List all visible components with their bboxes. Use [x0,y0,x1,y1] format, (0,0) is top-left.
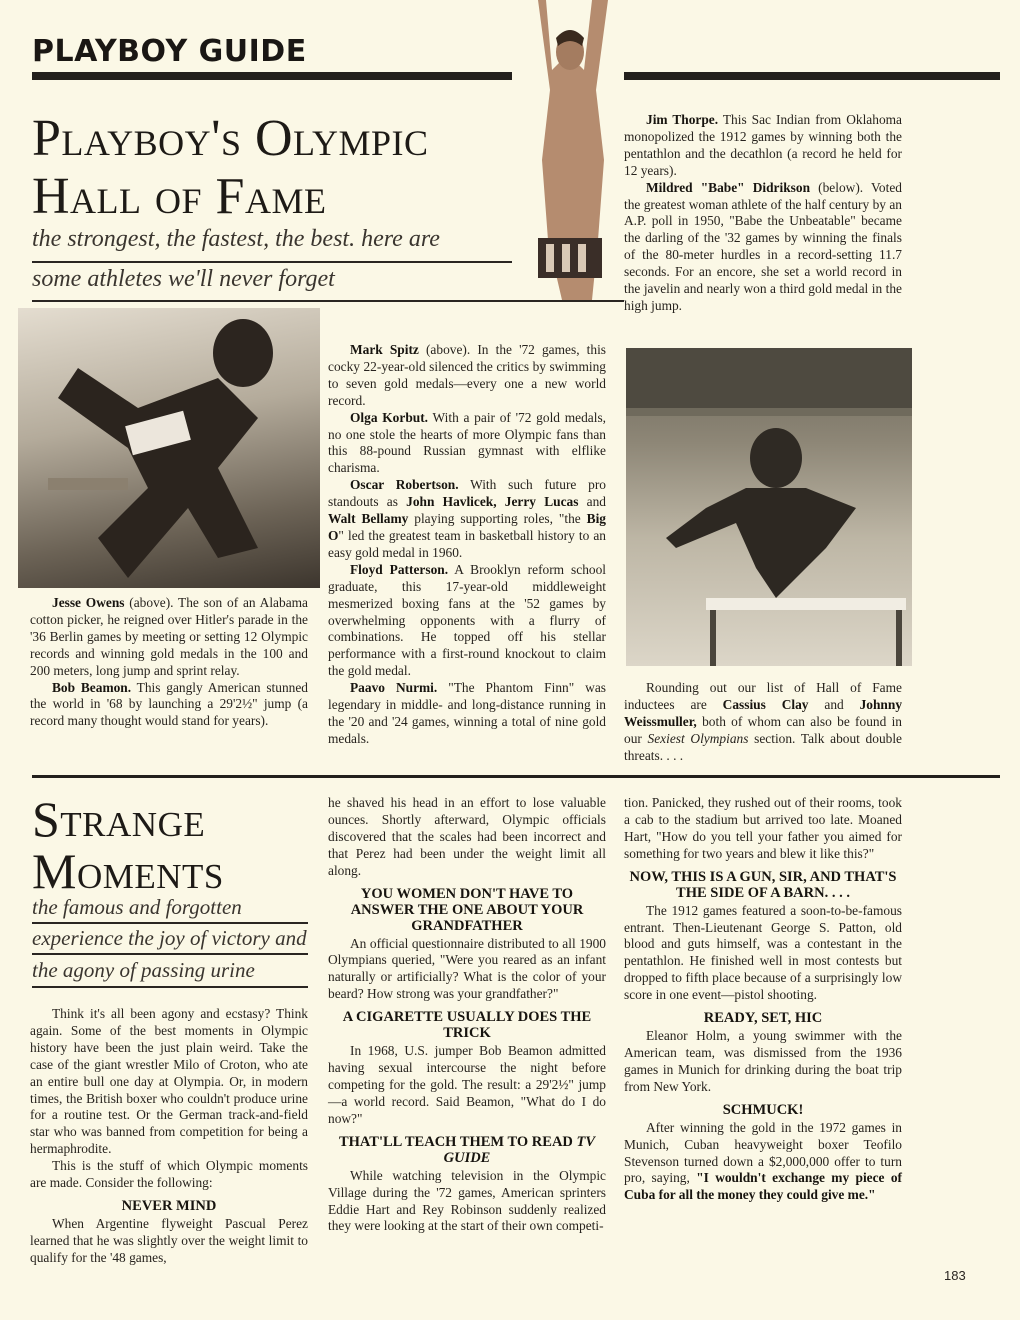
closing-and: and [808,696,860,712]
section-divider [32,775,1000,778]
owens-text: (above). The son of an Alabama cotton picker, he reigned over Hitler's parade in the '36 Berlin games by meeting or setting 12 Olympic records and winning gold medals in the 100 and 200 meters, long jump and sprint relay. [30,595,308,678]
section-label: PLAYBOY GUIDE [32,34,307,69]
nurmi-text: "The Phantom Finn" was legendary in middle- and long-distance running in the '20 and '24 games, winning a total of nine gold medals. [328,680,606,746]
thorpe-name: Jim Thorpe. [646,112,719,127]
heading-cigarette: A CIGARETTE USUALLY DOES THE TRICK [342,1009,592,1042]
strange-intro-1: Think it's all been agony and ecstasy? Think again. Some of the best moments in Olympic history have been the just plain weird. Take the case of the giant wrestler Milo of Croton, who ate an entire bull one day at Olympia. Or, in modern times, the British boxer who couldn't produce urine for a routine test. Or the German track-and-field star who was banned from competition for being a hermaphrodite. [30,1006,308,1157]
heading-tv-guide [328,1134,606,1166]
hic-text: Eleanor Holm, a young swimmer with the American team, was dismissed from the 1936 games in Munich for drinking during the boat trip from New York. [624,1028,902,1094]
never-mind-text-b: he shaved his head in an effort to lose valuable ounces. Shortly afterward, Olympic officials discovered that the scales had been incorrect and that Perez had been under the weight limit all along. [328,795,606,878]
patterson-text: A Brooklyn reform school graduate, this 17-year-old middleweight mesmerized boxing fans at the '52 games by overwhelming opponents with a flurry of combinations. He topped off his stellar performance with a first-round knockout to claim the gold medal. [328,561,606,679]
strange-deck-line-2: experience the joy of victory and [32,926,307,950]
closing-clay: Cassius Clay [722,696,809,712]
didrikson-text: (below). Voted the greatest woman athlete of the half century by an A.P. poll in 1950, "Babe the Unbeatable" became the darling of the '32 games by winning the finals of the 80-meter hurdles in a record-setting 11.7 seconds. For an encore, she set a world record in the javelin and nearly won a third gold medal in the high jump. [624,179,902,313]
strange-deck-rule-1 [32,922,308,924]
sprinter-figure-icon [18,308,320,588]
heading-schmuck: SCHMUCK! [722,1101,804,1118]
robertson-big-o: Big O [328,511,606,543]
korbut-text: With a pair of '72 gold medals, no one stole the hearts of more Olympic fans than this 88-pound Russian gymnast with elflike charisma. [328,409,606,476]
swimmer-figure-icon [512,0,624,300]
owens-name: Jesse Owens [52,595,125,610]
spitz-text: (above). In the '72 games, this cocky 22-year-old silenced the critics by swimming to seven gold medals—every one a new world record. [328,342,606,408]
heading-never-mind: NEVER MIND [121,1197,217,1214]
heading-grandfather: YOU WOMEN DON'T HAVE TO ANSWER THE ONE ABOUT YOUR GRANDFATHER [350,885,584,934]
strange-column-3 [624,795,902,1204]
grandfather-text: An official questionnaire distributed to all 1900 Olympians queried, "Were you reared as an infant naturally or artificially? What is the color of your beard? How strong was your grandfather?" [328,935,606,1002]
strange-deck-rule-3 [32,986,308,988]
tv-guide-heading-italic: TV GUIDE [443,1133,596,1166]
robertson-text-4: " led the greatest team in basketball history to an easy gold medal in 1960. [328,527,606,560]
column-3-text [624,112,902,315]
strange-deck-line-3: the agony of passing urine [32,958,255,982]
deck-rule-1 [32,261,512,263]
heading-gun: NOW, THIS IS A GUN, SIR, AND THAT'S THE SIDE OF A BARN. . . . [629,868,897,901]
photo-mark-spitz [512,0,624,300]
robertson-text-1: With such future pro standouts as [328,477,606,510]
korbut-name: Olga Korbut. [350,409,429,425]
strange-column-2 [328,795,606,1235]
column-2-text [328,342,606,748]
strange-deck-rule-2 [32,953,308,955]
deck-rule-2 [32,300,624,302]
tv-guide-heading-pre: THAT'LL TEACH THEM TO READ [338,1133,577,1150]
title-line-1: Playboy's Olympic [32,110,429,167]
robertson-bellamy: Walt Bellamy [328,511,409,527]
spitz-name: Mark Spitz [350,342,419,357]
robertson-text-2: and [578,494,606,510]
title-line-2: Hall of Fame [32,168,327,225]
patterson-name: Floyd Patterson. [350,561,449,577]
never-mind-text-a: When Argentine flyweight Pascual Perez learned that he was slightly over the weight limit to qualify for the '48 games, [30,1215,308,1265]
didrikson-name: Mildred "Babe" Didrikson [646,179,811,195]
strange-title-line-1: Strange [32,791,206,847]
strange-deck-line-1: the famous and forgotten [32,895,242,919]
tv-guide-text-b: tion. Panicked, they rushed out of their rooms, took a cab to the stadium but arrived too late. Moaned Hart, "How do you tell your father you aimed for something for two years and blew it like this?" [624,795,902,861]
beamon-text: This gangly American stunned the world in '68 by launching a 29'2½" jump (a record many thought would stand for years). [30,679,309,729]
strange-moments-title [32,791,312,899]
strange-title-line-2: Moments [32,843,224,899]
schmuck-text [624,1120,902,1205]
gun-text: The 1912 games featured a soon-to-be-famous entrant. Then-Lieutenant George S. Patton, old blood and guts himself, was a contestant in the pentathlon. He finished well in most contests but dropped to fifth place because of a surprisingly low score in one event—pistol shooting. [624,902,902,1003]
closing-section-ref: Sexiest Olympians [647,730,749,746]
robertson-havlicek: John Havlicek, Jerry Lucas [406,494,579,510]
closing-weissmuller: Johnny Weissmuller, [624,696,903,729]
nurmi-name: Paavo Nurmi. [350,680,438,696]
page-number: 183 [944,1268,966,1283]
hall-of-fame-title [32,112,502,224]
thorpe-text: This Sac Indian from Oklahoma monopolized the 1912 games by winning both the pentathlon and the decathlon (a record he held for 12 years). [624,112,903,178]
hall-deck-line-1: the strongest, the fastest, the best. here are [32,226,440,252]
closing-text-2: both of whom can also be found in our [624,713,902,746]
strange-intro-2: This is the stuff of which Olympic moments are made. Consider the following: [30,1158,308,1191]
photo-jesse-owens [18,308,320,588]
cigarette-text: In 1968, U.S. jumper Bob Beamon admitted having sexual intercourse the night before competing for the gold. The result: a 29'2½" jump—a world record. Said Beamon, "What do I do now?" [328,1043,606,1126]
heading-hic: READY, SET, HIC [703,1010,823,1027]
hurdler-figure-icon [626,348,912,666]
robertson-text-3: playing supporting roles, "the [408,511,587,527]
beamon-name: Bob Beamon. [52,679,132,695]
schmuck-quote: "I wouldn't exchange my piece of Cuba for all the money they could give me." [624,1170,902,1203]
closing-text-1: Rounding out our list of Hall of Fame inductees are [624,680,902,712]
tv-guide-text-a: While watching television in the Olympic Village during the '72 games, American sprinters Eddie Hart and Rey Robinson suddenly realized they were looking at the start of their own competi- [328,1167,606,1234]
robertson-name: Oscar Robertson. [350,477,459,493]
strange-column-1 [30,1006,308,1267]
closing-text-3: section. Talk about double threats. . . . [624,730,903,763]
column-1-text [30,595,308,730]
photo-babe-didrikson [626,348,912,666]
schmuck-text-pre: After winning the gold in the 1972 games in Munich, Cuban heavyweight boxer Teofilo Stevenson turned down a $2,000,000 offer to turn pro, saying, [624,1119,902,1186]
hall-deck-line-2: some athletes we'll never forget [32,266,335,292]
column-3-closing [624,680,902,765]
